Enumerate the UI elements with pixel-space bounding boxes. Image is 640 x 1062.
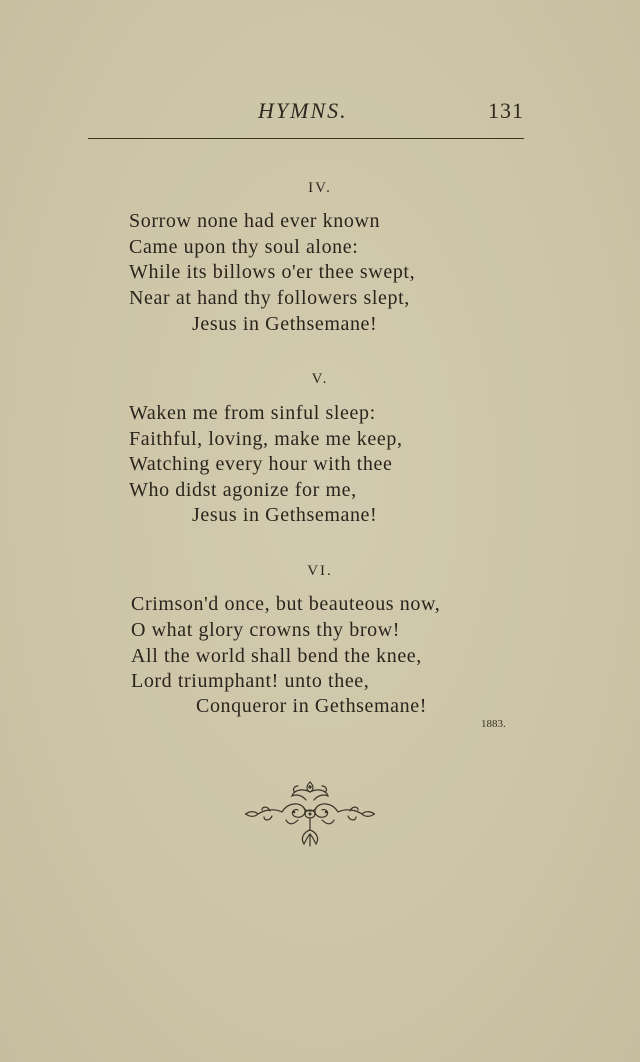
composition-date: 1883.: [481, 718, 506, 730]
stanza-iv-line-1: Sorrow none had ever known: [129, 210, 381, 232]
stanza-v-line-4: Who didst agonize for me,: [129, 479, 357, 501]
stanza-vi-line-3: All the world shall bend the knee,: [131, 645, 422, 667]
running-head: [0, 96, 640, 130]
stanza-v-refrain: Jesus in Gethsemane!: [192, 504, 378, 526]
running-title: HYMNS.: [258, 98, 348, 123]
stanza-iv-refrain: Jesus in Gethsemane!: [192, 313, 378, 335]
stanza-vi-line-1: Crimson'd once, but beauteous now,: [131, 593, 441, 615]
stanza-number-iv: IV.: [308, 180, 332, 196]
stanza-iv-line-4: Near at hand thy followers slept,: [129, 287, 410, 309]
stanza-number-vi: VI.: [307, 563, 333, 579]
stanza-iv-line-2: Came upon thy soul alone:: [129, 236, 359, 258]
stanza-v-line-1: Waken me from sinful sleep:: [129, 402, 376, 424]
stanza-number-v: V.: [311, 371, 329, 387]
floral-tailpiece-ornament-icon: [242, 778, 378, 848]
stanza-v-line-2: Faithful, loving, make me keep,: [129, 428, 403, 450]
header-rule: [88, 138, 524, 139]
stanza-vi-refrain: Conqueror in Gethsemane!: [196, 695, 428, 717]
stanza-vi-line-4: Lord triumphant! unto thee,: [131, 670, 370, 692]
stanza-vi-line-2: O what glory crowns thy brow!: [131, 619, 401, 641]
stanza-iv-line-3: While its billows o'er thee swept,: [129, 261, 416, 283]
page-number: 131: [488, 98, 524, 123]
stanza-v-line-3: Watching every hour with thee: [129, 453, 393, 475]
